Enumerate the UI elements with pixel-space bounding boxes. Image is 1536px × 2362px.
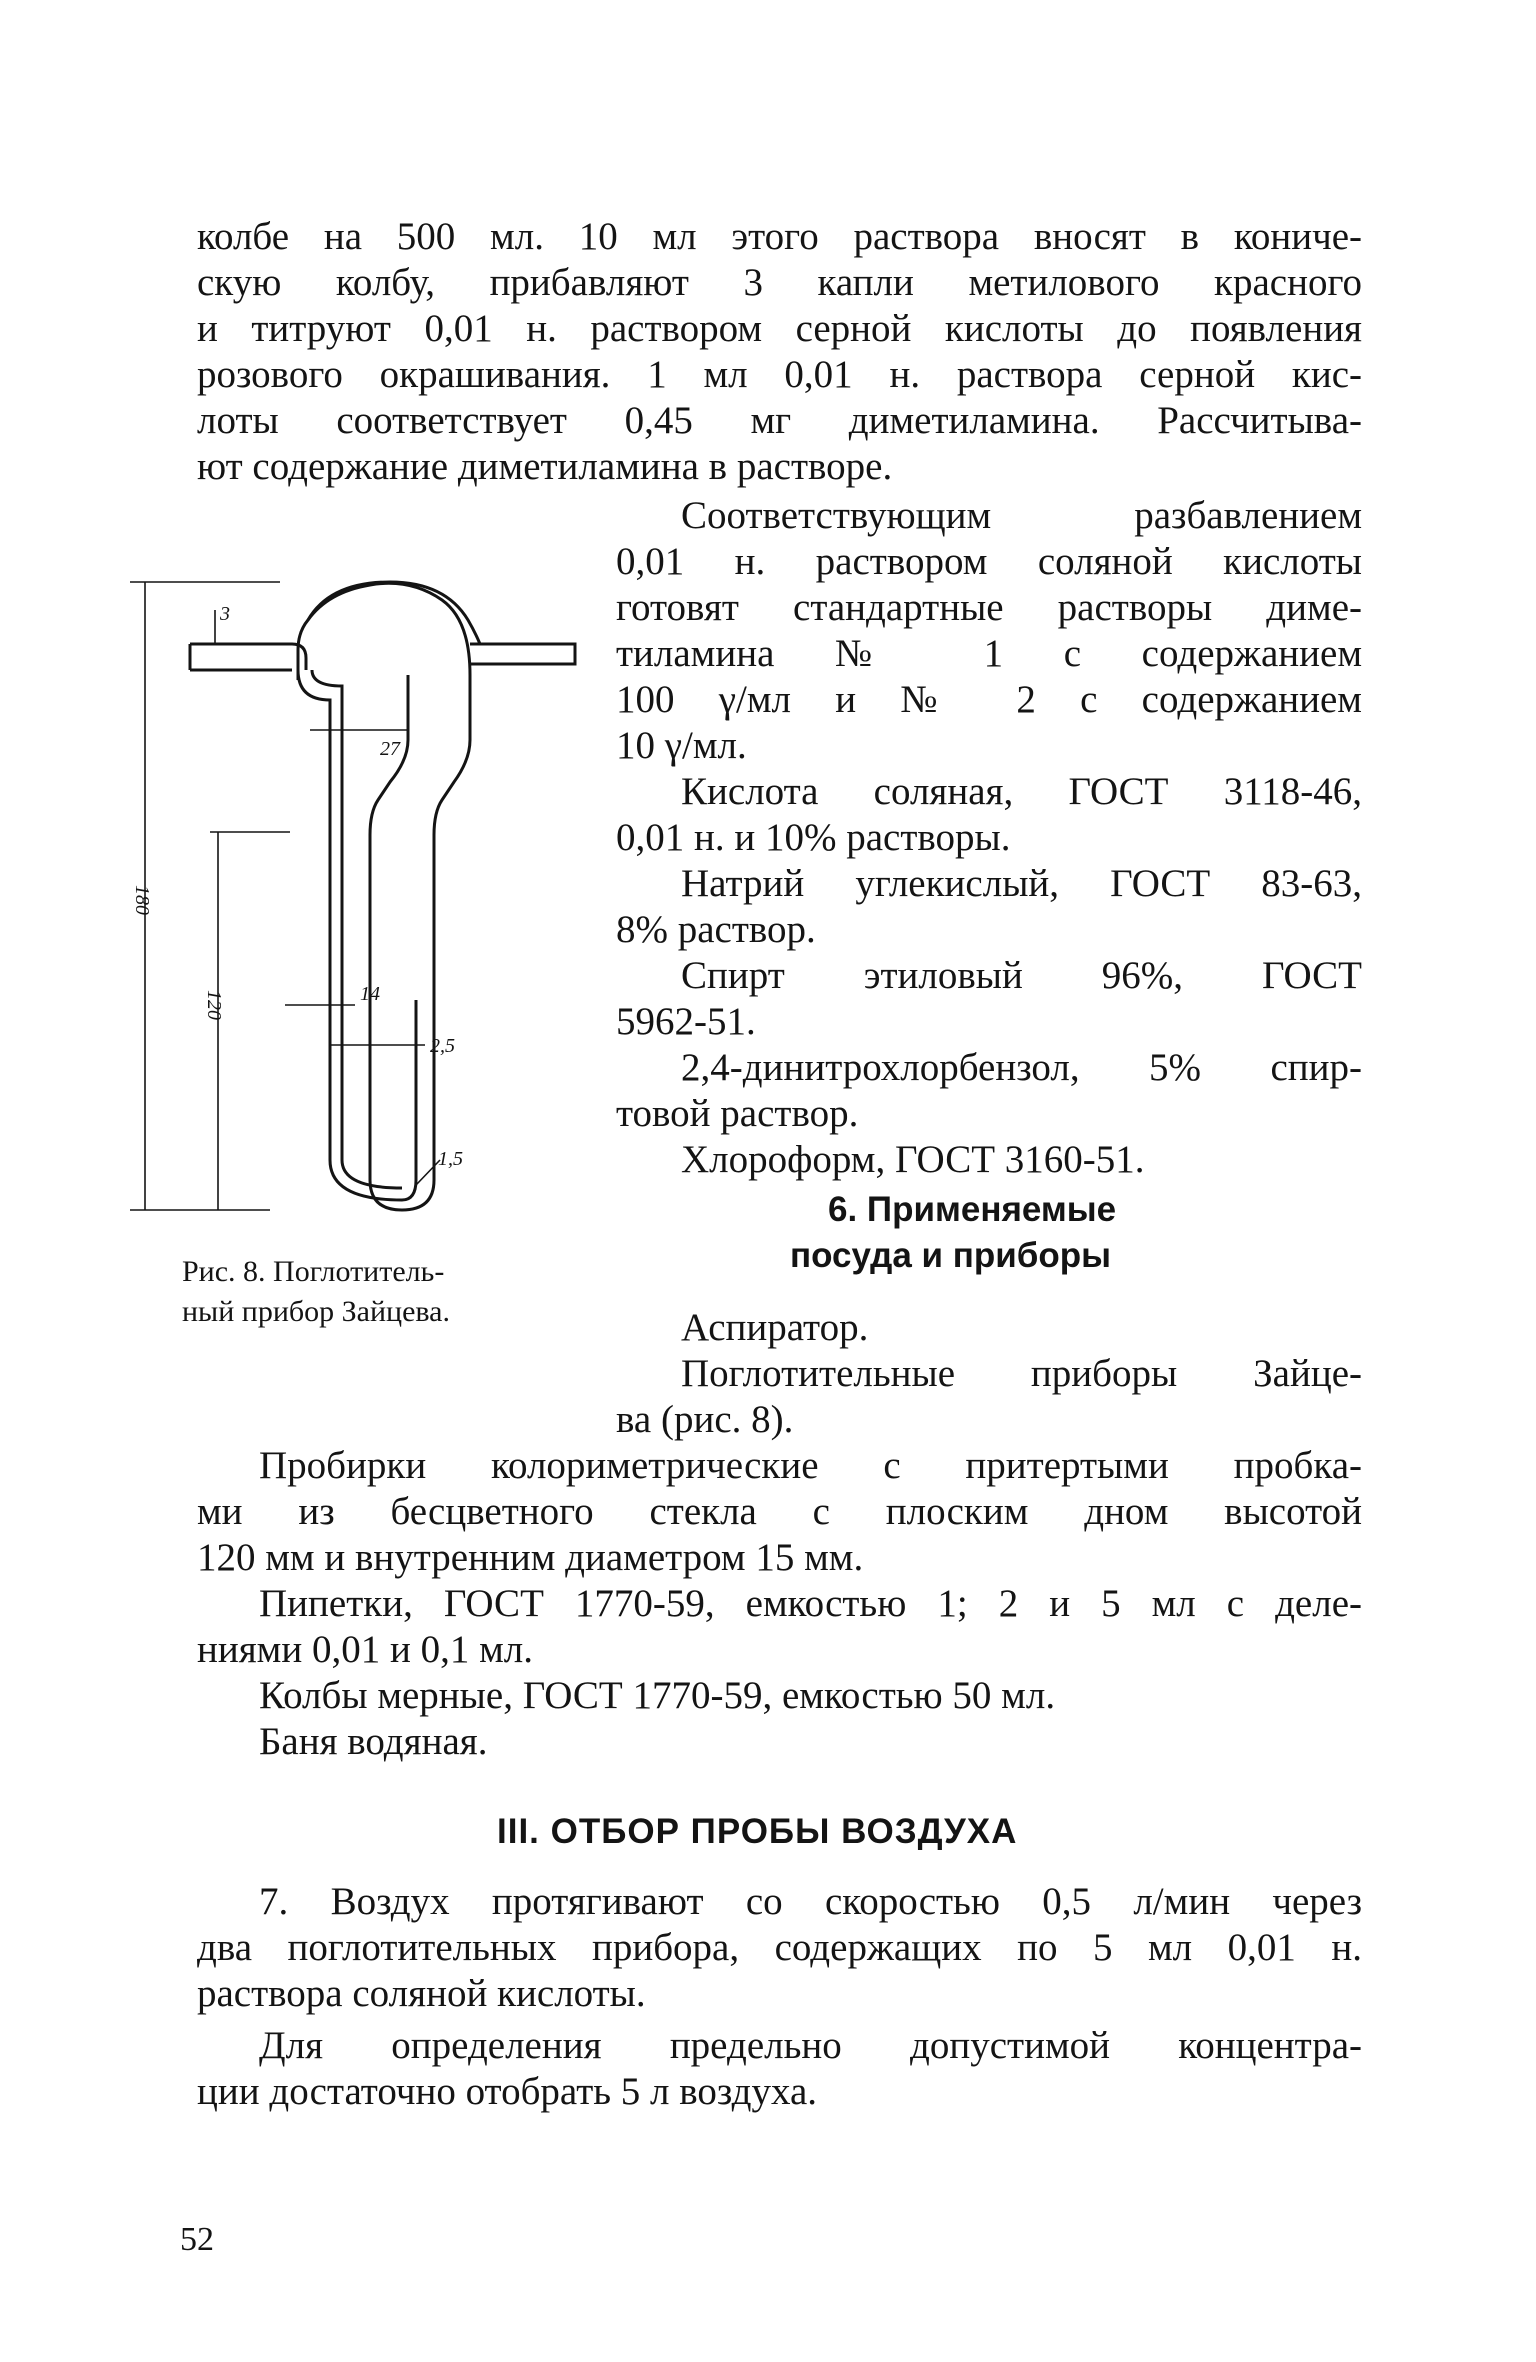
text-line: Пробирки колориметрические с притертыми пробка- [259,1444,1362,1487]
dimension-label-3: 3 [220,603,230,625]
section-3-heading: III. ОТБОР ПРОБЫ ВОЗДУХА [497,1812,1018,1851]
section-6-heading-line1: 6. Применяемые [828,1190,1117,1229]
text-line: розового окрашивания. 1 мл 0,01 н. раствора серной кис- [197,353,1362,396]
dimension-label-120: 120 [203,990,225,1020]
text-line: два поглотительных прибора, содержащих по 5 мл 0,01 н. [197,1926,1362,1969]
text-line: 0,01 н. раствором соляной кислоты [616,540,1362,583]
zaitsev-absorber-figure [131,560,600,1240]
text-line: 8% раствор. [616,908,816,951]
text-line: тиламина № 1 с содержанием [616,632,1362,675]
dimension-label-14: 14 [360,983,380,1005]
dimension-label-180: 180 [131,885,153,915]
text-line: раствора соляной кислоты. [197,1972,646,2015]
absorber-outer-wall [298,583,470,1210]
text-line: Колбы мерные, ГОСТ 1770-59, емкостью 50 мл. [259,1674,1056,1717]
side-inlet-tube [190,644,306,670]
text-line: и титруют 0,01 н. раствором серной кислоты до появления [197,307,1362,350]
text-line: 0,01 н. и 10% растворы. [616,816,1011,859]
side-outlet-tube [470,644,575,664]
text-line: 100 γ/мл и № 2 с содержанием [616,678,1362,721]
dimension-label-27: 27 [380,738,400,760]
figure-caption-line2: ный прибор Зайцева. [182,1295,450,1328]
text-line: Для определения предельно допустимой концентра- [259,2024,1362,2067]
text-line: скую колбу, прибавляют 3 капли метилового красного [197,261,1362,304]
text-line: колбе на 500 мл. 10 мл этого раствора вносят в кониче- [197,215,1362,258]
text-line: ниями 0,01 и 0,1 мл. [197,1628,533,1671]
text-line: готовят стандартные растворы диме- [616,586,1362,629]
text-line: Спирт этиловый 96%, ГОСТ [681,954,1362,997]
text-line: ми из бесцветного стекла с плоским дном высотой [197,1490,1362,1533]
text-line: Соответствующим разбавлением [681,494,1362,537]
page-number: 52 [180,2221,214,2258]
text-line: ции достаточно отобрать 5 л воздуха. [197,2070,818,2113]
text-line: Кислота соляная, ГОСТ 3118-46, [681,770,1362,813]
text-line: 7. Воздух протягивают со скоростью 0,5 л/мин через [259,1880,1362,1923]
text-line: 10 γ/мл. [616,724,747,767]
dimension-label-2-5: 2,5 [430,1035,455,1057]
text-line: Поглотительные приборы Зайце- [681,1352,1362,1395]
text-line: Натрий углекислый, ГОСТ 83-63, [681,862,1362,905]
text-line: 5962-51. [616,1000,756,1043]
text-line: 2,4-динитрохлорбензол, 5% спир- [681,1046,1362,1089]
text-line: Пипетки, ГОСТ 1770-59, емкостью 1; 2 и 5 мл с деле- [259,1582,1362,1625]
text-line: Хлороформ, ГОСТ 3160-51. [681,1138,1145,1181]
text-line: Баня водяная. [259,1720,488,1763]
text-line: ют содержание диметиламина в растворе. [197,445,893,488]
text-line: ва (рис. 8). [616,1398,794,1441]
dimension-label-1-5: 1,5 [438,1148,463,1170]
text-line: лоты соответствует 0,45 мг диметиламина. Рассчитыва- [197,399,1362,442]
text-line: 120 мм и внутренним диаметром 15 мм. [197,1536,864,1579]
text-line: Аспиратор. [681,1306,869,1349]
text-line: товой раствор. [616,1092,859,1135]
figure-caption-line1: Рис. 8. Поглотитель- [182,1255,445,1288]
section-6-heading-line2: посуда и приборы [790,1236,1112,1275]
